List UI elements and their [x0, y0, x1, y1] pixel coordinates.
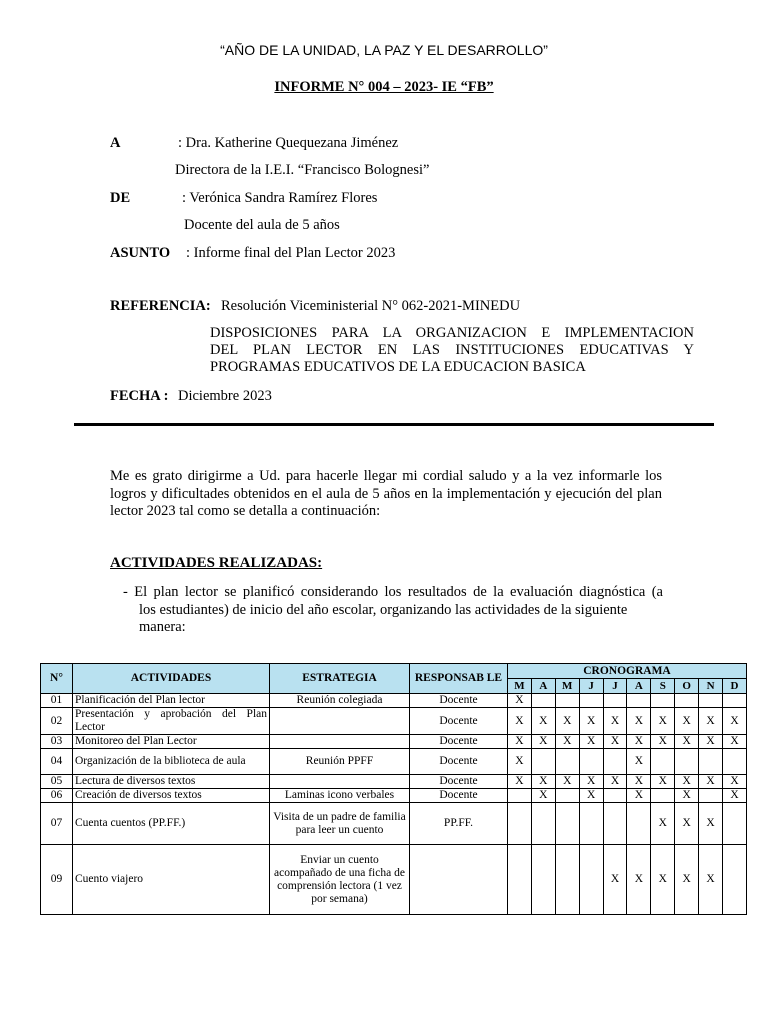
- schedule-mark: [723, 803, 747, 845]
- row-number: 02: [41, 708, 73, 735]
- month-header: D: [723, 679, 747, 694]
- activity-cell: Creación de diversos textos: [73, 789, 270, 803]
- activity-cell: Presentación y aprobación del Plan Lector: [73, 708, 270, 735]
- schedule-mark: [579, 749, 603, 775]
- reference-value: Resolución Viceministerial N° 062-2021-MINEDU: [221, 298, 521, 314]
- separator-rule: [74, 423, 714, 426]
- schedule-mark: [579, 845, 603, 915]
- schedule-mark: X: [579, 708, 603, 735]
- col-header-activities: ACTIVIDADES: [73, 664, 270, 694]
- row-number: 04: [41, 749, 73, 775]
- responsible-cell: [410, 845, 508, 915]
- schedule-mark: X: [627, 845, 651, 915]
- subject-value: : Informe final del Plan Lector 2023: [186, 245, 396, 261]
- month-header: A: [531, 679, 555, 694]
- schedule-mark: X: [508, 749, 532, 775]
- document-motto: “AÑO DE LA UNIDAD, LA PAZ Y EL DESARROLLO”: [220, 42, 548, 58]
- planning-bullet: [123, 584, 663, 637]
- to-label: A: [110, 135, 121, 151]
- activity-cell: Monitoreo del Plan Lector: [73, 735, 270, 749]
- col-header-strategy: ESTRATEGIA: [270, 664, 410, 694]
- strategy-cell: Laminas icono verbales: [270, 789, 410, 803]
- table-row: [41, 694, 747, 708]
- schedule-mark: [651, 749, 675, 775]
- schedule-mark: X: [699, 735, 723, 749]
- activity-cell: Cuenta cuentos (PP.FF.): [73, 803, 270, 845]
- table-row: [41, 775, 747, 789]
- from-name: : Verónica Sandra Ramírez Flores: [182, 190, 378, 206]
- table-row: [41, 789, 747, 803]
- strategy-cell: [270, 735, 410, 749]
- row-number: 03: [41, 735, 73, 749]
- schedule-mark: X: [603, 845, 627, 915]
- schedule-mark: X: [531, 789, 555, 803]
- month-header: J: [579, 679, 603, 694]
- schedule-mark: X: [675, 775, 699, 789]
- from-label: DE: [110, 190, 131, 206]
- strategy-cell: [270, 775, 410, 789]
- schedule-mark: X: [723, 735, 747, 749]
- schedule-mark: [603, 789, 627, 803]
- col-header-responsible: RESPONSAB LE: [410, 664, 508, 694]
- schedule-mark: [675, 749, 699, 775]
- month-header: M: [508, 679, 532, 694]
- schedule-mark: X: [555, 708, 579, 735]
- schedule-mark: [723, 694, 747, 708]
- schedule-mark: [531, 749, 555, 775]
- schedule-mark: [531, 803, 555, 845]
- schedule-mark: [508, 803, 532, 845]
- schedule-mark: [531, 694, 555, 708]
- to-role: Directora de la I.E.I. “Francisco Bolognesi”: [175, 162, 430, 178]
- schedule-mark: [531, 845, 555, 915]
- col-header-schedule: CRONOGRAMA: [508, 664, 747, 679]
- schedule-mark: [723, 749, 747, 775]
- schedule-mark: X: [627, 749, 651, 775]
- strategy-cell: Visita de un padre de familia para leer un cuento: [270, 803, 410, 845]
- table-row: [41, 803, 747, 845]
- schedule-mark: [555, 789, 579, 803]
- schedule-mark: X: [723, 789, 747, 803]
- strategy-cell: Enviar un cuento acompañado de una ficha de comprensión lectora (1 vez por semana): [270, 845, 410, 915]
- schedule-mark: X: [699, 845, 723, 915]
- reference-label: REFERENCIA:: [110, 298, 211, 314]
- schedule-mark: X: [723, 775, 747, 789]
- intro-paragraph: Me es grato dirigirme a Ud. para hacerle llegar mi cordial saludo y a la vez informarle los logros y dificultades obtenidos en el aula de 5 años en la implementación y ejecución del plan lector 2023 tal como se detalla a continuación:: [110, 468, 662, 519]
- schedule-mark: X: [555, 775, 579, 789]
- schedule-mark: X: [555, 735, 579, 749]
- schedule-mark: [603, 749, 627, 775]
- schedule-mark: X: [603, 775, 627, 789]
- schedule-mark: X: [651, 735, 675, 749]
- responsible-cell: Docente: [410, 694, 508, 708]
- table-row: [41, 845, 747, 915]
- schedule-mark: [603, 803, 627, 845]
- activity-cell: Planificación del Plan lector: [73, 694, 270, 708]
- responsible-cell: Docente: [410, 789, 508, 803]
- schedule-mark: [508, 845, 532, 915]
- row-number: 09: [41, 845, 73, 915]
- to-name: : Dra. Katherine Quequezana Jiménez: [178, 135, 399, 151]
- schedule-mark: X: [675, 789, 699, 803]
- schedule-mark: X: [699, 803, 723, 845]
- schedule-mark: X: [579, 735, 603, 749]
- activity-cell: Cuento viajero: [73, 845, 270, 915]
- schedule-mark: X: [603, 708, 627, 735]
- schedule-mark: X: [627, 735, 651, 749]
- report-title: INFORME N° 004 – 2023- IE “FB”: [274, 79, 494, 95]
- schedule-mark: X: [508, 735, 532, 749]
- row-number: 05: [41, 775, 73, 789]
- activity-cell: Lectura de diversos textos: [73, 775, 270, 789]
- schedule-mark: [651, 789, 675, 803]
- schedule-mark: [723, 845, 747, 915]
- schedule-mark: X: [723, 708, 747, 735]
- bullet-first-line: - El plan lector se planificó considerando los resultados de la evaluación diagnóstica (a: [123, 584, 663, 600]
- row-number: 07: [41, 803, 73, 845]
- schedule-mark: X: [651, 803, 675, 845]
- date-value: Diciembre 2023: [178, 388, 272, 404]
- schedule-mark: X: [675, 735, 699, 749]
- schedule-mark: [651, 694, 675, 708]
- schedule-mark: [627, 803, 651, 845]
- table-row: [41, 708, 747, 735]
- schedule-mark: X: [675, 708, 699, 735]
- schedule-mark: [555, 749, 579, 775]
- row-number: 06: [41, 789, 73, 803]
- month-header: N: [699, 679, 723, 694]
- schedule-mark: X: [603, 735, 627, 749]
- schedule-mark: [699, 749, 723, 775]
- reference-description: [210, 325, 694, 376]
- schedule-mark: X: [508, 708, 532, 735]
- schedule-mark: [508, 789, 532, 803]
- schedule-mark: [675, 694, 699, 708]
- schedule-mark: X: [508, 775, 532, 789]
- responsible-cell: Docente: [410, 749, 508, 775]
- schedule-mark: X: [627, 775, 651, 789]
- row-number: 01: [41, 694, 73, 708]
- strategy-cell: Reunión colegiada: [270, 694, 410, 708]
- schedule-mark: X: [579, 775, 603, 789]
- strategy-cell: [270, 708, 410, 735]
- table-row: [41, 749, 747, 775]
- schedule-mark: [579, 694, 603, 708]
- schedule-mark: [579, 803, 603, 845]
- schedule-mark: [627, 694, 651, 708]
- schedule-mark: X: [675, 803, 699, 845]
- reference-line: DEL PLAN LECTOR EN LAS INSTITUCIONES EDUCATIVAS Y: [210, 342, 694, 358]
- reference-line: DISPOSICIONES PARA LA ORGANIZACION E IMPLEMENTACION: [210, 325, 694, 341]
- subject-label: ASUNTO: [110, 245, 171, 261]
- month-header: J: [603, 679, 627, 694]
- schedule-mark: [555, 845, 579, 915]
- reference-line: PROGRAMAS EDUCATIVOS DE LA EDUCACION BASICA: [210, 359, 586, 375]
- schedule-mark: X: [531, 708, 555, 735]
- month-header: M: [555, 679, 579, 694]
- from-role: Docente del aula de 5 años: [184, 217, 340, 233]
- schedule-mark: X: [531, 735, 555, 749]
- responsible-cell: Docente: [410, 775, 508, 789]
- schedule-mark: X: [699, 775, 723, 789]
- responsible-cell: Docente: [410, 735, 508, 749]
- schedule-mark: [555, 803, 579, 845]
- section-title: ACTIVIDADES REALIZADAS:: [110, 555, 323, 571]
- schedule-mark: [699, 789, 723, 803]
- schedule-mark: [603, 694, 627, 708]
- schedule-mark: [555, 694, 579, 708]
- strategy-cell: Reunión PPFF: [270, 749, 410, 775]
- schedule-mark: X: [627, 789, 651, 803]
- schedule-mark: [699, 694, 723, 708]
- schedule-mark: X: [627, 708, 651, 735]
- date-label: FECHA :: [110, 388, 169, 404]
- month-header: O: [675, 679, 699, 694]
- table-row: [41, 735, 747, 749]
- responsible-cell: PP.FF.: [410, 803, 508, 845]
- responsible-cell: Docente: [410, 708, 508, 735]
- month-header: A: [627, 679, 651, 694]
- activities-table: [40, 663, 747, 915]
- schedule-mark: X: [531, 775, 555, 789]
- schedule-mark: X: [579, 789, 603, 803]
- month-header: S: [651, 679, 675, 694]
- schedule-mark: X: [651, 845, 675, 915]
- schedule-mark: X: [675, 845, 699, 915]
- col-header-number: N°: [41, 664, 73, 694]
- activity-cell: Organización de la biblioteca de aula: [73, 749, 270, 775]
- schedule-mark: X: [699, 708, 723, 735]
- schedule-mark: X: [651, 708, 675, 735]
- bullet-continuation: los estudiantes) de inicio del año escolar, organizando las actividades de la siguiente manera:: [139, 601, 628, 635]
- schedule-mark: X: [651, 775, 675, 789]
- schedule-mark: X: [508, 694, 532, 708]
